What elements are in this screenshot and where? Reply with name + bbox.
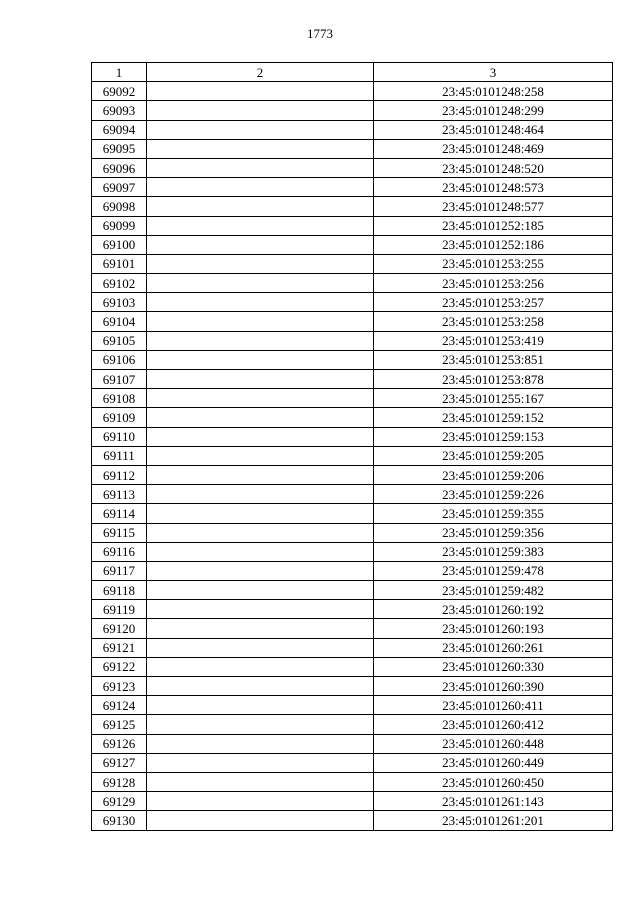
table-row	[92, 792, 613, 811]
table-row	[92, 772, 613, 791]
cadastral-number-cell: 23:45:0101259:482	[374, 581, 613, 600]
table-body	[92, 82, 613, 830]
cadastral-number-cell: 23:45:0101253:257	[374, 293, 613, 312]
column-header-1: 1	[92, 63, 147, 82]
cadastral-number-cell: 23:45:0101260:192	[374, 600, 613, 619]
page-number: 1773	[307, 26, 333, 41]
row-number-cell: 69093	[92, 101, 147, 120]
empty-cell	[147, 389, 374, 408]
row-number-cell: 69095	[92, 139, 147, 158]
table-row	[92, 427, 613, 446]
empty-cell	[147, 465, 374, 484]
table-row	[92, 312, 613, 331]
table-row	[92, 581, 613, 600]
cadastral-number-cell: 23:45:0101252:186	[374, 235, 613, 254]
cadastral-number-cell: 23:45:0101248:520	[374, 158, 613, 177]
row-number-cell: 69122	[92, 657, 147, 676]
table-row	[92, 158, 613, 177]
table-row	[92, 197, 613, 216]
empty-cell	[147, 504, 374, 523]
empty-cell	[147, 734, 374, 753]
row-number-cell: 69111	[92, 446, 147, 465]
cadastral-number-cell: 23:45:0101260:193	[374, 619, 613, 638]
cadastral-number-cell: 23:45:0101260:450	[374, 772, 613, 791]
cadastral-number-cell: 23:45:0101248:577	[374, 197, 613, 216]
empty-cell	[147, 254, 374, 273]
table-row	[92, 216, 613, 235]
row-number-cell: 69123	[92, 677, 147, 696]
row-number-cell: 69104	[92, 312, 147, 331]
table-row	[92, 619, 613, 638]
row-number-cell: 69128	[92, 772, 147, 791]
row-number-cell: 69119	[92, 600, 147, 619]
row-number-cell: 69103	[92, 293, 147, 312]
row-number-cell: 69100	[92, 235, 147, 254]
row-number-cell: 69120	[92, 619, 147, 638]
cadastral-number-cell: 23:45:0101259:206	[374, 465, 613, 484]
row-number-cell: 69106	[92, 350, 147, 369]
row-number-cell: 69125	[92, 715, 147, 734]
row-number-cell: 69124	[92, 696, 147, 715]
cadastral-number-cell: 23:45:0101253:878	[374, 370, 613, 389]
table-row	[92, 696, 613, 715]
cadastral-number-cell: 23:45:0101253:419	[374, 331, 613, 350]
table-row	[92, 101, 613, 120]
empty-cell	[147, 101, 374, 120]
table-row	[92, 734, 613, 753]
table-row	[92, 408, 613, 427]
empty-cell	[147, 427, 374, 446]
cadastral-number-cell: 23:45:0101260:449	[374, 753, 613, 772]
data-table	[91, 62, 613, 831]
table-row	[92, 811, 613, 830]
empty-cell	[147, 82, 374, 101]
cadastral-number-cell: 23:45:0101253:258	[374, 312, 613, 331]
cadastral-number-cell: 23:45:0101253:851	[374, 350, 613, 369]
table-row	[92, 600, 613, 619]
cadastral-number-cell: 23:45:0101261:143	[374, 792, 613, 811]
table-row	[92, 235, 613, 254]
table-row	[92, 561, 613, 580]
cadastral-number-cell: 23:45:0101260:412	[374, 715, 613, 734]
row-number-cell: 69118	[92, 581, 147, 600]
column-header-3: 3	[374, 63, 613, 82]
cadastral-number-cell: 23:45:0101248:469	[374, 139, 613, 158]
row-number-cell: 69108	[92, 389, 147, 408]
cadastral-number-cell: 23:45:0101248:573	[374, 178, 613, 197]
empty-cell	[147, 293, 374, 312]
cadastral-number-cell: 23:45:0101259:355	[374, 504, 613, 523]
table-row	[92, 389, 613, 408]
cadastral-number-cell: 23:45:0101253:255	[374, 254, 613, 273]
row-number-cell: 69107	[92, 370, 147, 389]
cadastral-number-cell: 23:45:0101260:411	[374, 696, 613, 715]
empty-cell	[147, 657, 374, 676]
empty-cell	[147, 274, 374, 293]
row-number-cell: 69116	[92, 542, 147, 561]
empty-cell	[147, 792, 374, 811]
cadastral-number-cell: 23:45:0101259:383	[374, 542, 613, 561]
empty-cell	[147, 696, 374, 715]
cadastral-number-cell: 23:45:0101252:185	[374, 216, 613, 235]
row-number-cell: 69092	[92, 82, 147, 101]
table-row	[92, 542, 613, 561]
empty-cell	[147, 772, 374, 791]
empty-cell	[147, 600, 374, 619]
table-row	[92, 523, 613, 542]
table-row	[92, 753, 613, 772]
row-number-cell: 69117	[92, 561, 147, 580]
table-row	[92, 331, 613, 350]
row-number-cell: 69109	[92, 408, 147, 427]
empty-cell	[147, 350, 374, 369]
table-row	[92, 274, 613, 293]
empty-cell	[147, 158, 374, 177]
row-number-cell: 69126	[92, 734, 147, 753]
table-row	[92, 677, 613, 696]
empty-cell	[147, 235, 374, 254]
table-row	[92, 120, 613, 139]
empty-cell	[147, 619, 374, 638]
empty-cell	[147, 178, 374, 197]
row-number-cell: 69101	[92, 254, 147, 273]
empty-cell	[147, 523, 374, 542]
row-number-cell: 69096	[92, 158, 147, 177]
column-header-2: 2	[147, 63, 374, 82]
cadastral-number-cell: 23:45:0101260:261	[374, 638, 613, 657]
table-row	[92, 485, 613, 504]
cadastral-number-cell: 23:45:0101255:167	[374, 389, 613, 408]
row-number-cell: 69115	[92, 523, 147, 542]
empty-cell	[147, 677, 374, 696]
empty-cell	[147, 715, 374, 734]
empty-cell	[147, 370, 374, 389]
cadastral-number-cell: 23:45:0101259:153	[374, 427, 613, 446]
cadastral-number-cell: 23:45:0101259:152	[374, 408, 613, 427]
table-row	[92, 350, 613, 369]
row-number-cell: 69113	[92, 485, 147, 504]
empty-cell	[147, 542, 374, 561]
cadastral-number-cell: 23:45:0101259:205	[374, 446, 613, 465]
table-row	[92, 638, 613, 657]
row-number-cell: 69127	[92, 753, 147, 772]
cadastral-number-cell: 23:45:0101260:330	[374, 657, 613, 676]
row-number-cell: 69114	[92, 504, 147, 523]
empty-cell	[147, 638, 374, 657]
table-row	[92, 446, 613, 465]
cadastral-number-cell: 23:45:0101259:356	[374, 523, 613, 542]
row-number-cell: 69098	[92, 197, 147, 216]
row-number-cell: 69112	[92, 465, 147, 484]
empty-cell	[147, 120, 374, 139]
cadastral-number-cell: 23:45:0101260:390	[374, 677, 613, 696]
table-row	[92, 178, 613, 197]
row-number-cell: 69099	[92, 216, 147, 235]
cadastral-number-cell: 23:45:0101260:448	[374, 734, 613, 753]
row-number-cell: 69130	[92, 811, 147, 830]
table-row	[92, 715, 613, 734]
cadastral-number-cell: 23:45:0101248:258	[374, 82, 613, 101]
empty-cell	[147, 216, 374, 235]
cadastral-number-cell: 23:45:0101259:226	[374, 485, 613, 504]
table-row	[92, 504, 613, 523]
table-row	[92, 465, 613, 484]
empty-cell	[147, 331, 374, 350]
cadastral-number-cell: 23:45:0101261:201	[374, 811, 613, 830]
row-number-cell: 69102	[92, 274, 147, 293]
table-row	[92, 139, 613, 158]
row-number-cell: 69110	[92, 427, 147, 446]
row-number-cell: 69105	[92, 331, 147, 350]
row-number-cell: 69094	[92, 120, 147, 139]
empty-cell	[147, 312, 374, 331]
cadastral-number-cell: 23:45:0101259:478	[374, 561, 613, 580]
empty-cell	[147, 581, 374, 600]
table-row	[92, 293, 613, 312]
cadastral-number-cell: 23:45:0101248:464	[374, 120, 613, 139]
cadastral-number-cell: 23:45:0101253:256	[374, 274, 613, 293]
cadastral-number-cell: 23:45:0101248:299	[374, 101, 613, 120]
table-header-row	[92, 63, 613, 82]
row-number-cell: 69097	[92, 178, 147, 197]
row-number-cell: 69121	[92, 638, 147, 657]
empty-cell	[147, 139, 374, 158]
empty-cell	[147, 811, 374, 830]
table-row	[92, 254, 613, 273]
table-row	[92, 82, 613, 101]
empty-cell	[147, 485, 374, 504]
table-row	[92, 657, 613, 676]
empty-cell	[147, 753, 374, 772]
empty-cell	[147, 561, 374, 580]
empty-cell	[147, 408, 374, 427]
table-row	[92, 370, 613, 389]
empty-cell	[147, 446, 374, 465]
empty-cell	[147, 197, 374, 216]
row-number-cell: 69129	[92, 792, 147, 811]
